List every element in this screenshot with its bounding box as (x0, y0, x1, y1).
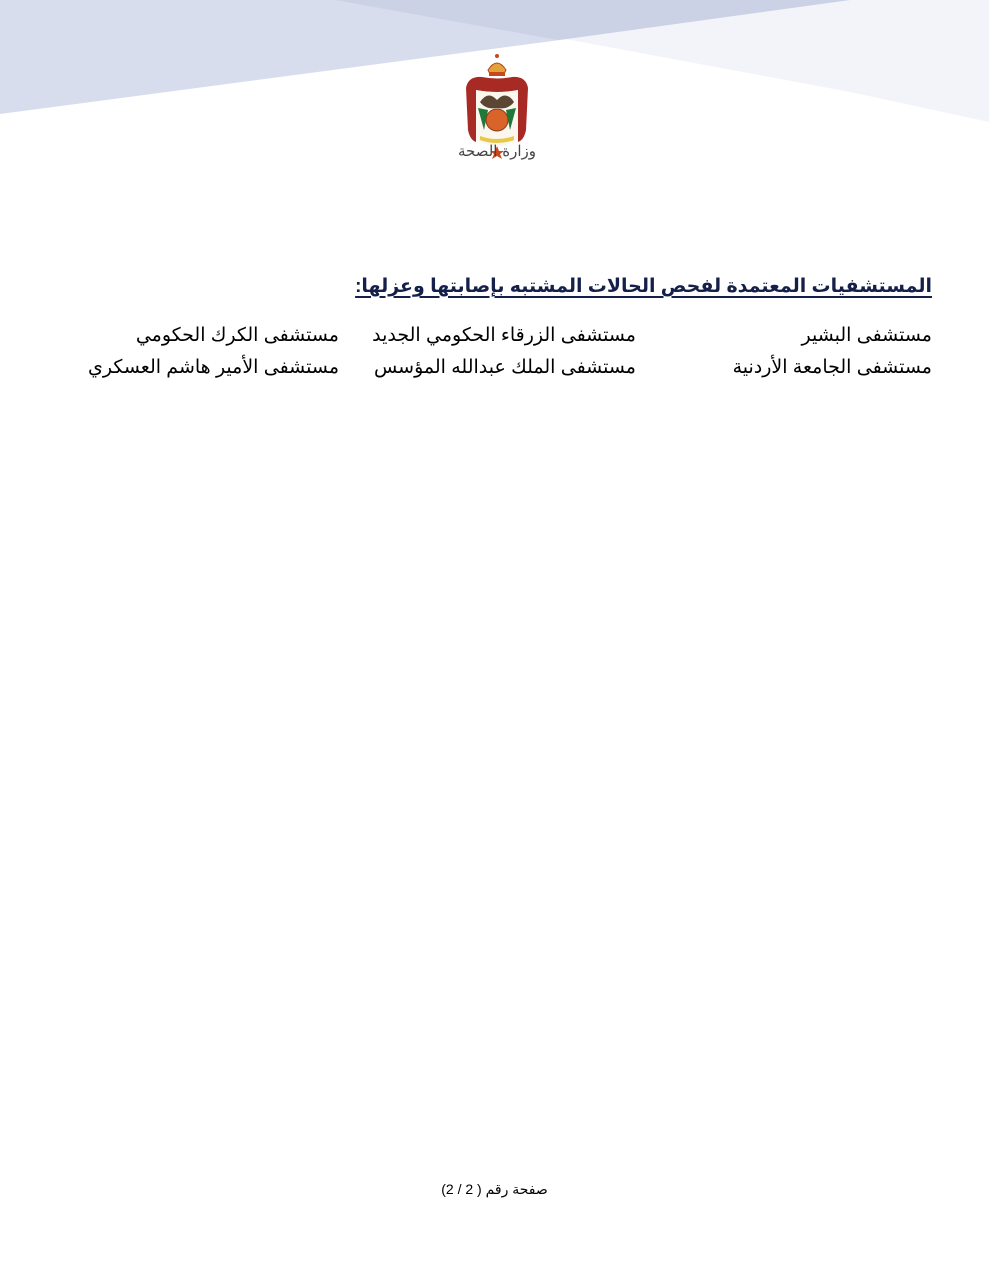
hospital-item: مستشفى الزرقاء الحكومي الجديد (372, 325, 636, 346)
hospital-item: مستشفى الأمير هاشم العسكري (87, 357, 339, 378)
hospital-item: مستشفى الملك عبدالله المؤسس (373, 357, 636, 378)
hospital-item: مستشفى البشير (801, 325, 932, 346)
hospital-item: مستشفى الكرك الحكومي (135, 325, 339, 346)
document-body (62, 272, 932, 382)
page-number: صفحة رقم ( 2 / 2) (441, 1181, 548, 1197)
page-heading: المستشفيات المعتمدة لفحص الحالات المشتبه بإصابتها وعزلها: (355, 276, 932, 297)
ministry-name: وزارة الصحة (458, 142, 536, 160)
hospital-list (62, 322, 932, 382)
hospital-item: مستشفى الجامعة الأردنية (732, 357, 932, 378)
